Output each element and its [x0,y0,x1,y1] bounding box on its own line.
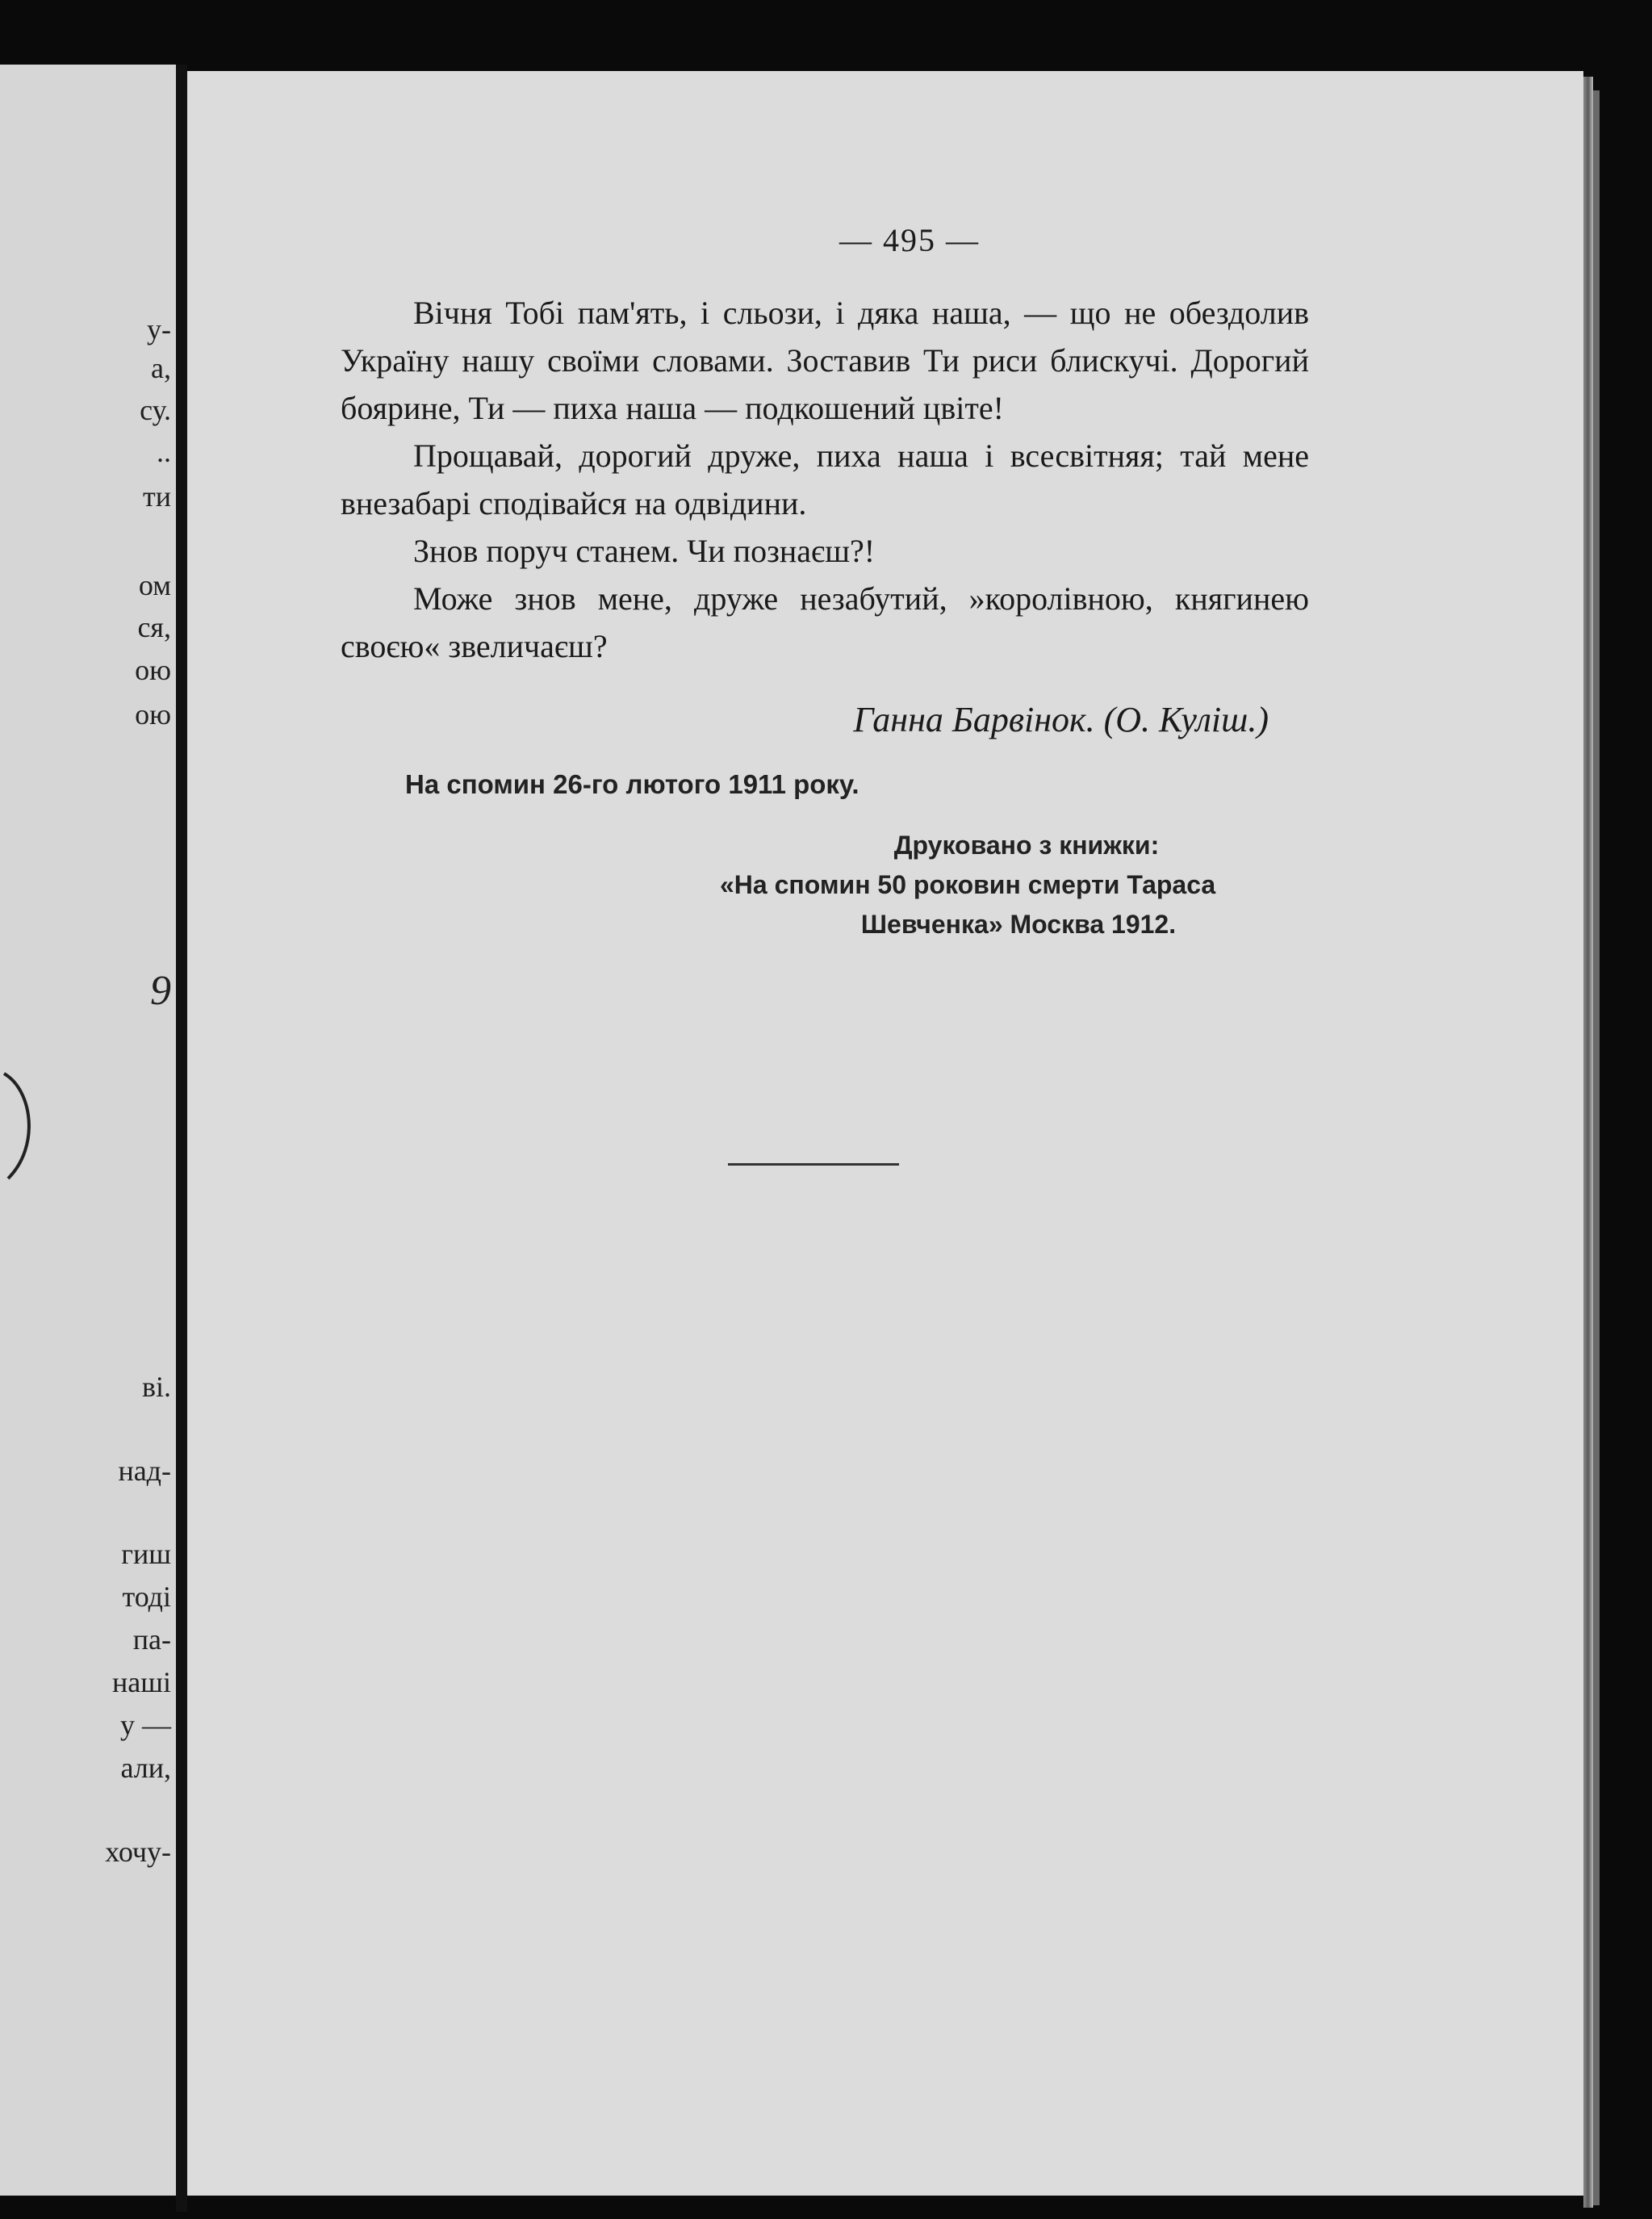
left-fragment: ти [143,480,171,513]
left-fragment: ся, [137,611,171,643]
left-fragment: али, [120,1752,171,1784]
handwritten-mark: 9 [150,968,171,1014]
end-divider [728,1163,899,1166]
source-line: Шевченка» Москва 1912. [860,910,1177,939]
memorial-date: На спомин 26-го лютого 1911 року. [405,769,859,799]
book-page [187,71,1583,2196]
page-number: — 495 — [839,222,980,258]
paragraph: Може знов мене, друже незабутий, »королівною, княгинею своєю« звеличаєш? [341,580,1309,664]
source-citation [720,826,1301,944]
paragraph: Прощавай, дорогий друже, пиха наша і всесвітняя; тай мене внезабарі сподівайся на одвідини. [341,438,1309,521]
left-fragment: ом [138,569,171,601]
paragraph: Знов поруч станем. Чи познаєш?! [413,533,876,569]
book-gutter [176,65,187,2212]
source-line: «На спомин 50 роковин смерти Тараса [720,870,1216,899]
left-fragment: у- [147,313,171,345]
left-fragment: над- [118,1455,171,1487]
left-fragment: у — [120,1709,171,1741]
letter-body [341,289,1309,670]
handwritten-bracket [0,1057,48,1203]
left-fragment: ою [135,698,171,731]
left-fragment: тоді [122,1581,171,1613]
left-fragment: наші [112,1666,171,1698]
page-edge-shadow [1593,90,1600,2205]
left-fragment: ві. [142,1371,171,1403]
left-fragment: гиш [121,1538,171,1570]
left-fragment: хочу- [105,1836,171,1868]
author-signature: Ганна Барвінок. (О. Куліш.) [853,700,1269,739]
left-fragment: .. [157,436,171,468]
paragraph: Вічня Тобі пам'ять, і сльози, і дяка наша, — що не обездолив Україну нашу своїми словами. Зоставив Ти риси блискучі. Дорогий боярине, Ти — пиха наша — подкошений цвіте! [341,295,1309,426]
left-fragment: па- [132,1623,171,1656]
source-line: Друковано з книжки: [893,831,1160,860]
left-fragment: ою [135,654,171,686]
left-fragment: су. [140,394,171,426]
page-edge [1583,77,1593,2208]
left-fragment: а, [151,352,171,384]
previous-page-fragment [0,65,179,2196]
